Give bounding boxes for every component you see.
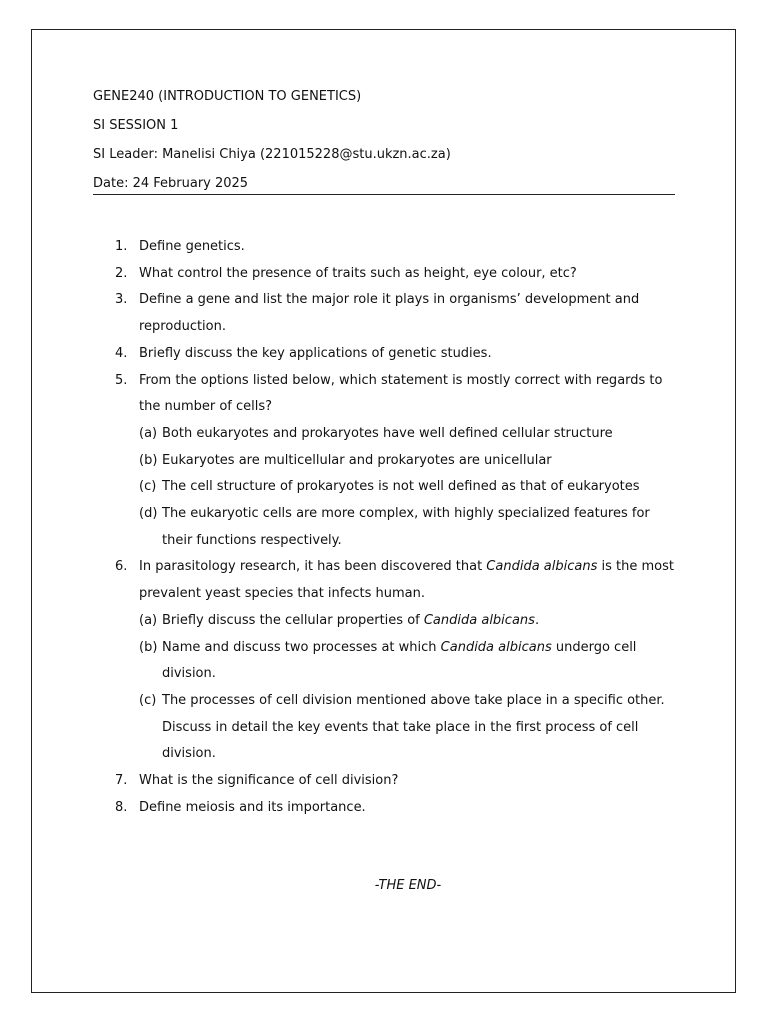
option-letter: (b) xyxy=(139,452,158,468)
option-text: The cell structure of prokaryotes is not well defined as that of eukaryotes xyxy=(162,479,640,495)
question-number: 7. xyxy=(115,773,128,789)
question-2 xyxy=(93,261,675,288)
option-d xyxy=(139,501,675,554)
si-leader: SI Leader: Manelisi Chiya (221015228@stu.ukzn.ac.za) xyxy=(93,147,451,162)
part-a xyxy=(139,608,675,635)
question-text: What control the presence of traits such as height, eye colour, etc? xyxy=(139,265,577,281)
question-text: Define meiosis and its importance. xyxy=(139,799,366,815)
question-list xyxy=(93,234,675,821)
question-text: Define genetics. xyxy=(139,239,245,254)
question-text: From the options listed below, which statement is mostly correct with regards to the number of cells? xyxy=(139,372,663,415)
question-text: Briefly discuss the key applications of genetic studies. xyxy=(139,345,492,361)
end-marker: -THE END- xyxy=(374,878,442,893)
option-text: Both eukaryotes and prokaryotes have well defined cellular structure xyxy=(162,425,613,441)
question-text: Define a gene and list the major role it plays in organisms’ development and reproduction. xyxy=(139,292,640,335)
part-text: The processes of cell division mentioned above take place in a specific other. Discuss in detail the key events that take place in the first process of cell division. xyxy=(162,692,665,762)
question-text: What is the significance of cell division? xyxy=(139,773,399,789)
question-6 xyxy=(93,554,675,768)
part-letter: (b) xyxy=(139,639,158,655)
species-name: Candida albicans xyxy=(423,612,535,628)
option-b xyxy=(139,448,675,475)
question-number: 4. xyxy=(115,345,128,361)
question-8 xyxy=(93,795,675,822)
question-number: 6. xyxy=(115,559,128,575)
option-letter: (c) xyxy=(139,479,157,495)
course-title: GENE240 (INTRODUCTION TO GENETICS) xyxy=(93,89,362,104)
option-text: The eukaryotic cells are more complex, with highly specialized features for their functions respectively. xyxy=(162,506,650,548)
question-number: 3. xyxy=(115,292,128,308)
question-number: 5. xyxy=(115,372,128,388)
part-text-after: . xyxy=(534,612,540,628)
part-letter: (c) xyxy=(139,692,157,708)
option-text: Eukaryotes are multicellular and prokaryotes are unicellular xyxy=(162,452,552,468)
question-text-after: is the most prevalent yeast species that infects human. xyxy=(139,559,674,602)
part-b xyxy=(139,635,675,688)
question-5 xyxy=(93,368,675,555)
part-text-before: Briefly discuss the cellular properties of xyxy=(162,612,424,628)
option-c xyxy=(139,474,675,501)
question-number: 1. xyxy=(115,239,128,254)
species-name: Candida albicans xyxy=(440,639,552,655)
part-letter: (a) xyxy=(139,612,158,628)
session-title: SI SESSION 1 xyxy=(93,118,179,133)
part-text-before: Name and discuss two processes at which xyxy=(162,639,441,655)
option-letter: (d) xyxy=(139,506,158,522)
species-name: Candida albicans xyxy=(486,559,598,575)
question-1 xyxy=(93,234,675,261)
part-list xyxy=(139,608,675,768)
option-a xyxy=(139,421,675,448)
question-3 xyxy=(93,287,675,340)
question-text-before: In parasitology research, it has been discovered that xyxy=(139,559,487,575)
question-number: 2. xyxy=(115,265,128,281)
question-4 xyxy=(93,341,675,368)
part-c xyxy=(139,688,675,768)
document-body xyxy=(93,86,675,821)
option-letter: (a) xyxy=(139,425,158,441)
part-text-after: undergo cell division. xyxy=(162,639,637,682)
session-date: Date: 24 February 2025 xyxy=(93,173,675,195)
question-number: 8. xyxy=(115,799,128,815)
question-7 xyxy=(93,768,675,795)
option-list xyxy=(139,421,675,555)
